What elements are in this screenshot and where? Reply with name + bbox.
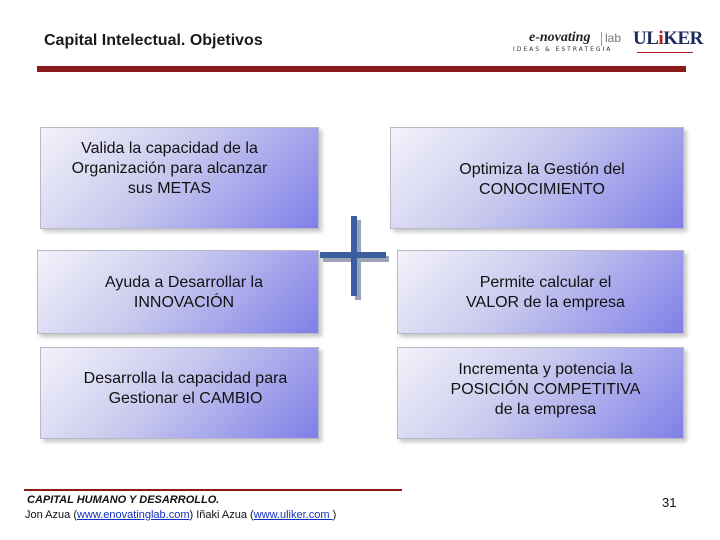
page-number: 31	[662, 495, 677, 510]
slide-title: Capital Intelectual. Objetivos	[44, 32, 263, 49]
enovating-logo	[505, 30, 625, 58]
footer-divider	[24, 489, 402, 491]
objective-card-knowledge	[390, 127, 684, 229]
enovating-logo-word: e-novating	[529, 30, 591, 45]
objective-card-goals	[40, 127, 319, 229]
uliker-logo	[633, 28, 703, 58]
objective-card-competitive	[397, 347, 684, 439]
objective-card-innovation	[37, 250, 319, 334]
enovating-logo-divider	[601, 32, 602, 46]
uliker-logo-underline	[637, 52, 693, 53]
footer-course-title: CAPITAL HUMANO Y DESARROLLO.	[27, 494, 220, 506]
plus-icon	[320, 214, 390, 300]
enovatinglab-link[interactable]: www.enovatinglab.com	[76, 509, 190, 521]
header-divider	[37, 66, 686, 72]
objective-card-text: Permite calcular el VALOR de la empresa	[466, 274, 625, 311]
enovating-logo-lab: lab	[605, 31, 622, 45]
footer-credits: Jon Azua (www.enovatinglab.com) Iñaki Azua (www.uliker.com )	[25, 509, 337, 521]
objective-card-text: Valida la capacidad de la Organización para alcanzar sus METAS	[71, 140, 268, 197]
enovating-logo-tagline: IDEAS & ESTRATEGIA	[513, 46, 613, 53]
uliker-logo-word: ULiKER	[633, 28, 703, 49]
objective-card-value	[397, 250, 684, 334]
objective-card-text: Desarrolla la capacidad para Gestionar el CAMBIO	[83, 370, 288, 407]
uliker-link[interactable]: www.uliker.com	[253, 509, 333, 521]
objective-card-text: Incrementa y potencia la POSICIÓN COMPETITIVA de la empresa	[450, 361, 641, 418]
objective-card-change	[40, 347, 319, 439]
objective-card-text: Ayuda a Desarrollar la INNOVACIÓN	[104, 274, 263, 311]
objective-card-text: Optimiza la Gestión del CONOCIMIENTO	[459, 161, 625, 198]
